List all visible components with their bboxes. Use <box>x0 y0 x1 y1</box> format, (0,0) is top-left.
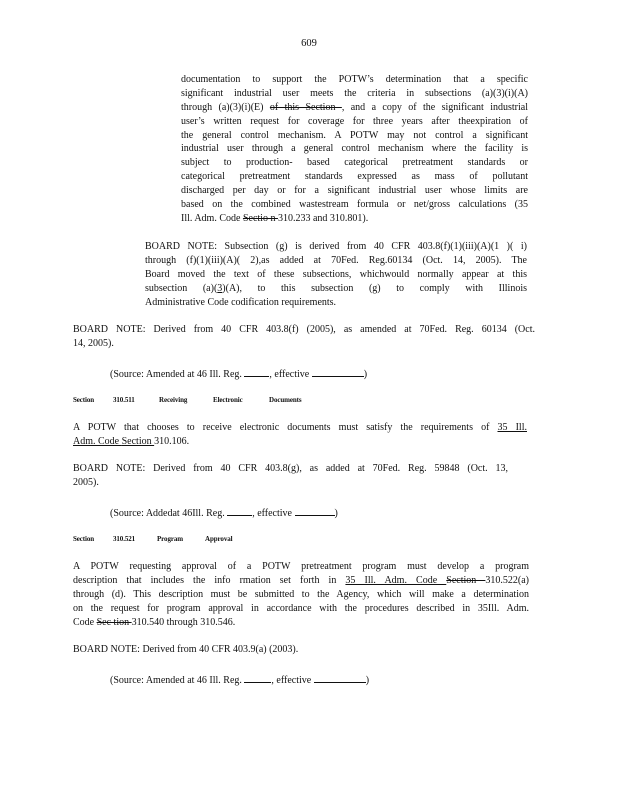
text-line: documentation to support the POTW’s determination that a specific <box>181 74 528 85</box>
section-heading-310-511 <box>73 396 302 404</box>
inserted-text: 35 Ill. <box>497 422 527 433</box>
text-line: through (d). This description must be submitted to the Agency, which will make a determination <box>73 588 529 600</box>
text-line: user’s written request for coverage for three years after theexpiration of <box>181 115 528 127</box>
text-line: Board moved the text of these subsections, whichwould normally appear at this <box>145 268 527 280</box>
source-note-3 <box>110 673 369 687</box>
text-line: through (f)(1)(iii)(A)( 2),as added at 70Fed. Reg.60134 (Oct. 14, 2005). The <box>145 254 527 266</box>
text-line: significant industrial user meets the criteria in subsections (a)(3)(i)(A) <box>181 87 528 99</box>
text-line: BOARD NOTE: Subsection (g) is derived from 40 CFR 403.8(f)(1)(iii)(A)(1 )( i) <box>145 241 527 252</box>
deleted-text: Sec tion <box>96 616 132 628</box>
source-note-1 <box>110 367 367 381</box>
text-line: BOARD NOTE: Derived from 40 CFR 403.8(g), as added at 70Fed. Reg. 59848 (Oct. 13, <box>73 463 508 474</box>
deleted-text: of this Section <box>269 101 342 113</box>
source-prefix: (Source: Amended at 46 Ill. Reg. <box>110 675 242 686</box>
board-note-subsection-g <box>145 240 527 309</box>
paragraph-significant-industrial-user <box>181 73 528 226</box>
paragraph-program-approval <box>73 560 529 629</box>
deleted-text: Section <box>446 574 486 586</box>
text-line: Code Sec tion 310.540 through 310.546. <box>73 616 236 628</box>
text-line: industrial user through a general control mechanism where the facility is <box>181 143 528 155</box>
text-line: BOARD NOTE: Derived from 40 CFR 403.8(f) (2005), as amended at 70Fed. Reg. 60134 (Oct. <box>73 324 535 335</box>
board-note-derived-403-9a <box>73 643 373 657</box>
text-line: discharged per day or for a significant industrial user whose limits are <box>181 185 528 197</box>
text-line: BOARD NOTE: Derived from 40 CFR 403.9(a) (2003). <box>73 644 299 655</box>
text-line: based on the combined wastestream formula or net/gross calculations (35 <box>181 199 528 211</box>
text-line: categorical pretreatment standards expressed as mass of pollutant <box>181 171 528 183</box>
source-effective: , effective <box>269 369 310 380</box>
source-close: ) <box>365 675 370 686</box>
text-line: A POTW that chooses to receive electronic documents must satisfy the requirements of 35 Ill. <box>73 422 527 433</box>
section-title-word-3: Documents <box>269 396 302 404</box>
source-effective: , effective <box>252 508 292 519</box>
effective-blank <box>295 506 335 516</box>
text-line: Ill. Adm. Code Sectio n 310.233 and 310.801). <box>181 212 369 224</box>
text-line: subject to production- based categorical pretreatment standards or <box>181 157 528 169</box>
section-label: Section <box>73 396 95 404</box>
page-number: 609 <box>301 38 317 49</box>
section-title-word-1: Program <box>157 535 183 543</box>
source-prefix: (Source: Addedat 46Ill. Reg. <box>110 508 225 519</box>
section-title-word-2: Approval <box>205 535 233 543</box>
text-line: A POTW requesting approval of a POTW pretreatment program must develop a program <box>73 561 529 572</box>
inserted-text: Adm. Code <box>73 435 122 447</box>
text-line: description that includes the info rmation set forth in 35 Ill. Adm. Code Section 310.522(a) <box>73 574 529 586</box>
source-close: ) <box>363 369 368 380</box>
source-prefix: (Source: Amended at 46 Ill. Reg. <box>110 369 242 380</box>
text-line: the general control mechanism. A POTW may not control a significant <box>181 129 528 141</box>
paragraph-electronic-documents <box>73 421 527 449</box>
section-heading-310-521 <box>73 535 232 543</box>
section-number: 310.511 <box>113 396 135 404</box>
text-line: Administrative Code codification requirements. <box>145 296 337 308</box>
text-line: subsection (a)(3)(A), to this subsection (g) to comply with Illinois <box>145 282 527 294</box>
reg-blank <box>244 367 269 377</box>
deleted-text: Section <box>121 435 155 447</box>
effective-blank <box>314 673 366 683</box>
text-line: through (a)(3)(i)(E) of this Section , and a copy of the significant industrial <box>181 101 528 113</box>
source-close: ) <box>334 508 338 519</box>
board-note-derived-403-8g <box>73 462 508 490</box>
text-line: 2005). <box>73 476 99 488</box>
reg-blank <box>244 673 271 683</box>
board-note-derived-403-8f <box>73 323 535 351</box>
inserted-text: 3 <box>217 282 223 294</box>
reg-blank <box>227 506 252 516</box>
section-title-word-1: Receiving <box>159 396 188 404</box>
text-line: on the request for program approval in accordance with the procedures described in 35Ill. Adm. <box>73 602 529 614</box>
text-line: 14, 2005). <box>73 337 114 349</box>
section-label: Section <box>73 535 95 543</box>
source-note-2 <box>110 506 338 520</box>
inserted-text: 35 Ill. Adm. Code <box>345 574 447 586</box>
deleted-text: Sectio n <box>242 212 278 224</box>
source-effective: , effective <box>271 675 312 686</box>
section-title-word-2: Electronic <box>213 396 243 404</box>
effective-blank <box>312 367 364 377</box>
section-number: 310.521 <box>113 535 136 543</box>
text-line: Adm. Code Section 310.106. <box>73 435 190 447</box>
